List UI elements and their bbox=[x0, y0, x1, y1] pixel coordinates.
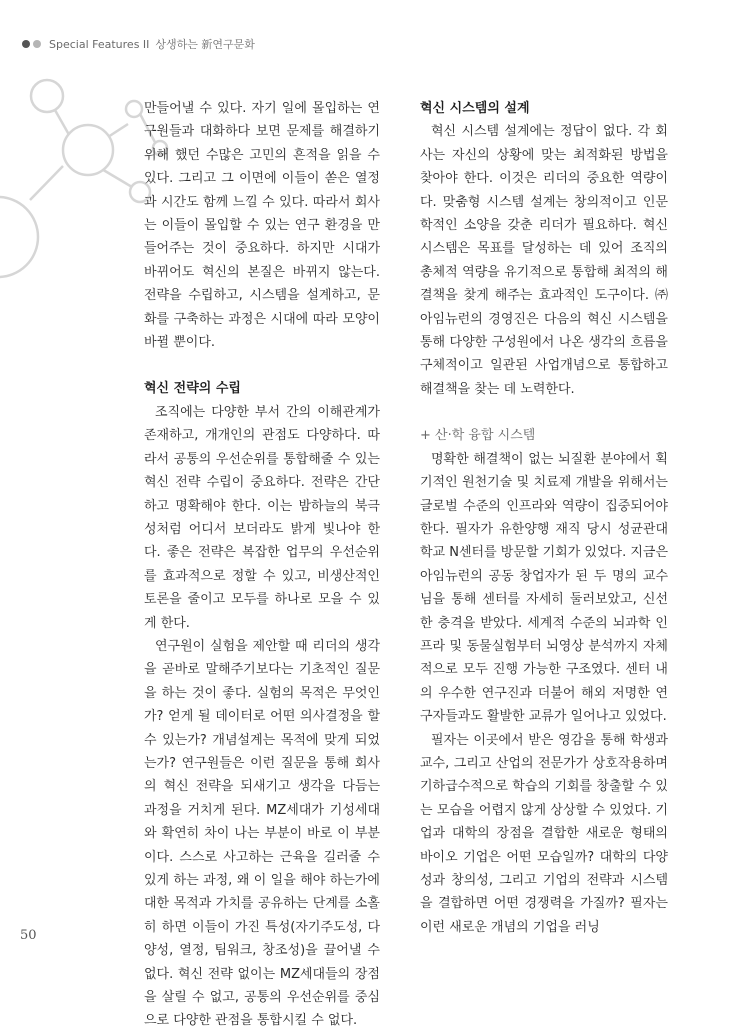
page-number: 50 bbox=[20, 928, 37, 943]
heading-innovation-system: 혁신 시스템의 설계 bbox=[420, 101, 530, 116]
left-intro-paragraph: 만들어낼 수 있다. 자기 일에 몰입하는 연구원들과 대화하다 보면 문제를 해결하기 위해 했던 수많은 고민의 흔적을 읽을 수 있다. 그리고 그 이면에 이들이 쏟은 열정과 시간도 함께 느낄 수 있다. 따라서 회사는 이들이 몰입할 수 있는 연구 환경을 만들어주는 것이 중요하다. 하지만 시대가 바뀌어도 혁신의 본질은 바뀌지 않는다. 전략을 수립하고, 시스템을 설계하고, 문화를 구축하는 과정은 시대에 따라 모양이 바뀔 뿐이다. bbox=[144, 101, 380, 351]
right-column bbox=[420, 97, 668, 939]
system-paragraph-1: 혁신 시스템 설계에는 정답이 없다. 각 회사는 자신의 상황에 맞는 최적화된 방법을 찾아야 한다. 이것은 리더의 중요한 역량이다. 맞춤형 시스템 설계는 창의적이고 인문학적인 소양을 갖춘 리더가 필요하다. 혁신 시스템은 목표를 달성하는 데 있어 조직의 총체적 역량을 유기적으로 통합해 최적의 해결책을 찾게 해주는 효과적인 도구이다. ㈜아임뉴런의 경영진은 다음의 혁신 시스템을 통해 다양한 구성원에서 나온 생각의 흐름을 구체적이고 일관된 사업개념으로 통합하고 해결책을 찾는 데 노력한다. bbox=[420, 124, 668, 397]
subheading-industry-academia: + 산·학 융합 시스템 bbox=[420, 428, 536, 444]
system-paragraph-2: 명확한 해결책이 없는 뇌질환 분야에서 획기적인 원천기술 및 치료제 개발을 위해서는 글로벌 수준의 인프라와 역량이 집중되어야 한다. 필자가 유한양행 재직 당시 성균관대학교 N센터를 방문할 기회가 있었다. 지금은 아임뉴런의 공동 창업자가 된 두 명의 교수님을 통해 센터를 자세히 둘러보았고, 신선한 충격을 받았다. 세계적 수준의 뇌과학 인프라 및 동물실험부터 뇌영상 분석까지 자체적으로 모두 진행 가능한 구조였다. 센터 내의 우수한 연구진과 더불어 해외 저명한 연구자들과도 활발한 교류가 일어나고 있었다. bbox=[420, 451, 669, 725]
strategy-paragraph-1: 조직에는 다양한 부서 간의 이해관계가 존재하고, 개개인의 관점도 다양하다. 따라서 공통의 우선순위를 통합해줄 수 있는 혁신 전략 수립이 중요하다. 전략은 간단하고 명확해야 한다. 이는 밤하늘의 북극성처럼 어디서 보더라도 밝게 빛나야 한다. 좋은 전략은 복잡한 업무의 우선순위를 효과적으로 정할 수 있고, 비생산적인 토론을 줄이고 모두를 하나로 모을 수 있게 한다. bbox=[144, 404, 380, 631]
header-subtitle: 상생하는 新연구문화 bbox=[155, 38, 255, 51]
left-column bbox=[144, 97, 380, 1033]
heading-innovation-strategy: 혁신 전략의 수립 bbox=[144, 381, 241, 397]
strategy-paragraph-2: 연구원이 실험을 제안할 때 리더의 생각을 곧바로 말해주기보다는 기초적인 질문을 하는 것이 좋다. 실험의 목적은 무엇인가? 얻게 될 데이터로 어떤 의사결정을 할 수 있는가? 개념설계는 목적에 맞게 되었는가? 연구원들은 이런 질문을 통해 회사의 혁신 전략을 되새기고 생각을 다듬는 과정을 거치게 된다. MZ세대가 기성세대와 확연히 차이 나는 부분이 바로 이 부분이다. 스스로 사고하는 근육을 길러줄 수 있게 하는 과정, 왜 이 일을 해야 하는가에 대한 목적과 가치를 공유하는 단계를 소홀히 하면 이들이 가진 특성(자기주도성, 다양성, 열정, 팀워크, 창조성)을 끌어낼 수 없다. 혁신 전략 없이는 MZ세대들의 장점을 살릴 수 없고, 공통의 우선순위를 중심으로 다양한 관점을 통합시킬 수 없다. bbox=[144, 638, 380, 1029]
system-paragraph-3: 필자는 이곳에서 받은 영감을 통해 학생과 교수, 그리고 산업의 전문가가 상호작용하며 기하급수적으로 학습의 기회를 창출할 수 있는 모습을 어렵지 않게 상상할 수 있었다. 기업과 대학의 장점을 결합한 새로운 형태의 바이오 기업은 어떤 모습일까? 대학의 다양성과 창의성, 그리고 기업의 전략과 시스템을 결합하면 어떤 경쟁력을 가질까? 필자는 이런 새로운 개념의 기업을 러닝 bbox=[420, 732, 668, 935]
header-section: Special Features II bbox=[49, 37, 150, 51]
